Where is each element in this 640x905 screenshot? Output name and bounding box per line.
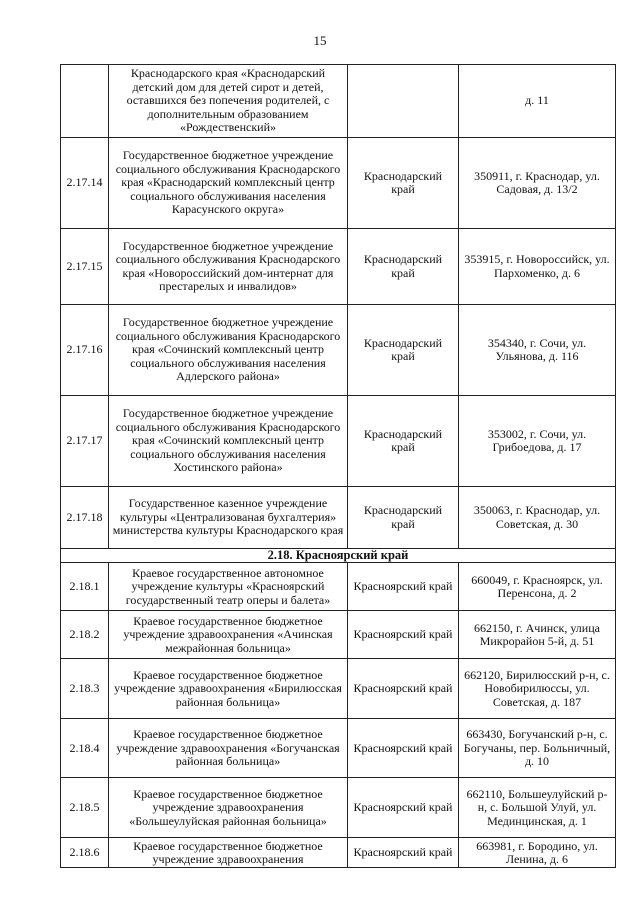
organization-name: Государственное бюджетное учреждение социального обслуживания Краснодарского края «Новороссийский дом-интернат для престарелых и инвалидов» bbox=[109, 229, 348, 305]
region: Краснодарский край bbox=[348, 305, 459, 396]
address: 354340, г. Сочи, ул. Ульянова, д. 116 bbox=[459, 305, 616, 396]
section-header-row bbox=[61, 549, 616, 563]
address: 662120, Бирилюсский р-н, с. Новобирилюссы, ул. Советская, д. 187 bbox=[459, 659, 616, 719]
row-number: 2.18.3 bbox=[61, 659, 109, 719]
row-number: 2.18.5 bbox=[61, 778, 109, 838]
table-row bbox=[61, 396, 616, 487]
row-number: 2.17.14 bbox=[61, 138, 109, 229]
address: 353002, г. Сочи, ул. Грибоедова, д. 17 bbox=[459, 396, 616, 487]
organization-name: Краевое государственное бюджетное учреждение здравоохранения «Богучанская районная больница» bbox=[109, 719, 348, 778]
region: Краснодарский край bbox=[348, 396, 459, 487]
address: 350063, г. Краснодар, ул. Советская, д. 30 bbox=[459, 487, 616, 549]
address: 662110, Большеулуйский р-н, с. Большой Улуй, ул. Мединцинская, д. 1 bbox=[459, 778, 616, 838]
region: Краснодарский край bbox=[348, 487, 459, 549]
table-row bbox=[61, 719, 616, 778]
table-row bbox=[61, 229, 616, 305]
organizations-table bbox=[60, 64, 616, 868]
organization-name: Государственное бюджетное учреждение социального обслуживания Краснодарского края «Сочинский комплексный центр социального обслуживания населения Хостинского района» bbox=[109, 396, 348, 487]
address: 660049, г. Красноярск, ул. Перенсона, д. 2 bbox=[459, 563, 616, 611]
table-row bbox=[61, 487, 616, 549]
table-row bbox=[61, 611, 616, 659]
organization-name: Краевое государственное автономное учреждение культуры «Красноярский государственный театр оперы и балета» bbox=[109, 563, 348, 611]
address: 353915, г. Новороссийск, ул. Пархоменко, д. 6 bbox=[459, 229, 616, 305]
region bbox=[348, 65, 459, 138]
address: 663981, г. Бородино, ул. Ленина, д. 6 bbox=[459, 838, 616, 868]
row-number: 2.18.2 bbox=[61, 611, 109, 659]
table-row bbox=[61, 563, 616, 611]
region: Красноярский край bbox=[348, 611, 459, 659]
region: Красноярский край bbox=[348, 778, 459, 838]
organization-name: Краевое государственное бюджетное учреждение здравоохранения bbox=[109, 838, 348, 868]
organization-name: Государственное бюджетное учреждение социального обслуживания Краснодарского края «Краснодарский комплексный центр социального обслуживания населения Карасунского округа» bbox=[109, 138, 348, 229]
region: Красноярский край bbox=[348, 563, 459, 611]
table-row bbox=[61, 838, 616, 868]
row-number: 2.17.18 bbox=[61, 487, 109, 549]
row-number: 2.18.6 bbox=[61, 838, 109, 868]
organization-name: Государственное казенное учреждение культуры «Централизованая бухгалтерия» министерства культуры Краснодарского края bbox=[109, 487, 348, 549]
table-row bbox=[61, 659, 616, 719]
organization-name: Краснодарского края «Краснодарский детский дом для детей сирот и детей, оставшихся без попечения родителей, с дополнительным образованием «Рождественский» bbox=[109, 65, 348, 138]
address: 662150, г. Ачинск, улица Микрорайон 5-й, д. 51 bbox=[459, 611, 616, 659]
region: Красноярский край bbox=[348, 719, 459, 778]
region: Краснодарский край bbox=[348, 229, 459, 305]
region: Краснодарский край bbox=[348, 138, 459, 229]
organization-name: Краевое государственное бюджетное учреждение здравоохранения «Бирилюсская районная больница» bbox=[109, 659, 348, 719]
section-title: 2.18. Красноярский край bbox=[61, 549, 616, 563]
region: Красноярский край bbox=[348, 838, 459, 868]
address: 663430, Богучанский р-н, с. Богучаны, пер. Больничный, д. 10 bbox=[459, 719, 616, 778]
row-number: 2.17.15 bbox=[61, 229, 109, 305]
region: Красноярский край bbox=[348, 659, 459, 719]
address: 350911, г. Краснодар, ул. Садовая, д. 13/2 bbox=[459, 138, 616, 229]
table-row bbox=[61, 138, 616, 229]
row-number bbox=[61, 65, 109, 138]
table-row bbox=[61, 305, 616, 396]
row-number: 2.17.17 bbox=[61, 396, 109, 487]
row-number: 2.18.1 bbox=[61, 563, 109, 611]
organization-name: Краевое государственное бюджетное учреждение здравоохранения «Большеулуйская районная больница» bbox=[109, 778, 348, 838]
address: д. 11 bbox=[459, 65, 616, 138]
row-number: 2.18.4 bbox=[61, 719, 109, 778]
organization-name: Краевое государственное бюджетное учреждение здравоохранения «Ачинская межрайонная больница» bbox=[109, 611, 348, 659]
page-number: 15 bbox=[313, 33, 327, 48]
organization-name: Государственное бюджетное учреждение социального обслуживания Краснодарского края «Сочинский комплексный центр социального обслуживания населения Адлерского района» bbox=[109, 305, 348, 396]
table-row bbox=[61, 778, 616, 838]
table-row bbox=[61, 65, 616, 138]
row-number: 2.17.16 bbox=[61, 305, 109, 396]
